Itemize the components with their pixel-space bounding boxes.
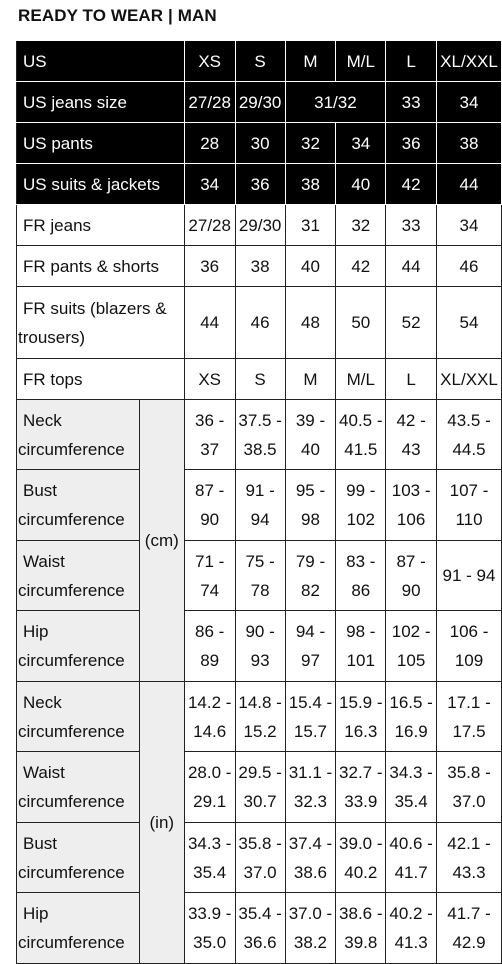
table-row: [17, 893, 502, 964]
table-cell: XL/XXL: [437, 359, 502, 400]
table-cell: 29.5 - 30.7: [235, 752, 285, 823]
table-cell: 34: [437, 82, 502, 123]
table-cell: 36: [235, 164, 285, 205]
measure-label: Waist circumference: [17, 752, 140, 823]
table-cell: 33: [386, 205, 437, 246]
table-cell: 34: [184, 164, 235, 205]
row-label: FR suits (blazers & trousers): [17, 287, 185, 359]
table-cell: 44: [437, 164, 502, 205]
table-cell: 33.9 - 35.0: [184, 893, 235, 964]
table-cell: 35.4 - 36.6: [235, 893, 285, 964]
table-cell: 75 - 78: [235, 541, 285, 611]
table-cell: 34: [437, 205, 502, 246]
table-cell: 31.1 - 32.3: [285, 752, 336, 823]
table-cell: 38.6 - 39.8: [336, 893, 386, 964]
row-label: US jeans size: [17, 82, 185, 123]
table-row: [17, 82, 502, 123]
table-cell: 44: [386, 246, 437, 287]
table-row: [17, 359, 502, 400]
table-cell: 95 - 98: [285, 470, 336, 541]
table-cell: 38: [285, 164, 336, 205]
table-cell: 90 - 93: [235, 611, 285, 682]
table-cell: 38: [235, 246, 285, 287]
row-label: US suits & jackets: [17, 164, 185, 205]
table-cell: M: [285, 359, 336, 400]
table-row: [17, 470, 502, 541]
unit-label-in: (in): [139, 682, 184, 964]
table-cell: 98 - 101: [336, 611, 386, 682]
table-cell: 41.7 - 42.9: [437, 893, 502, 964]
measure-label: Neck circumference: [17, 400, 140, 470]
table-cell: 71 - 74: [184, 541, 235, 611]
table-cell: 52: [386, 287, 437, 359]
table-row: [17, 823, 502, 893]
table-cell: 32: [336, 205, 386, 246]
measure-label: Hip circumference: [17, 611, 140, 682]
table-cell: 91 - 94: [437, 541, 502, 611]
table-cell: 35.8 - 37.0: [235, 823, 285, 893]
table-cell: 40: [336, 164, 386, 205]
size-header: L: [386, 41, 437, 82]
table-cell: 29/30: [235, 205, 285, 246]
row-label: US pants: [17, 123, 185, 164]
table-cell: 106 - 109: [437, 611, 502, 682]
table-cell: 31: [285, 205, 336, 246]
table-cell: 29/30: [235, 82, 285, 123]
table-cell: 43.5 - 44.5: [437, 400, 502, 470]
table-row: [17, 400, 502, 470]
table-cell: 42: [336, 246, 386, 287]
table-cell: 94 - 97: [285, 611, 336, 682]
table-row: [17, 123, 502, 164]
table-cell: 40.2 - 41.3: [386, 893, 437, 964]
table-cell: 99 - 102: [336, 470, 386, 541]
table-cell: 91 - 94: [235, 470, 285, 541]
table-cell: 14.2 - 14.6: [184, 682, 235, 752]
table-cell: 31/32: [285, 82, 386, 123]
table-row: [17, 752, 502, 823]
measure-label: Bust circumference: [17, 470, 140, 541]
table-cell: 42 - 43: [386, 400, 437, 470]
table-row: [17, 287, 502, 359]
measure-label: Bust circumference: [17, 823, 140, 893]
page-title: READY TO WEAR | MAN: [18, 6, 217, 25]
table-cell: 36 - 37: [184, 400, 235, 470]
table-row: [17, 205, 502, 246]
table-row: [17, 541, 502, 611]
table-cell: 40: [285, 246, 336, 287]
table-cell: 46: [235, 287, 285, 359]
table-cell: 39.0 - 40.2: [336, 823, 386, 893]
size-header: M: [285, 41, 336, 82]
table-cell: 34.3 - 35.4: [184, 823, 235, 893]
size-header: XL/XXL: [437, 41, 502, 82]
table-cell: L: [386, 359, 437, 400]
table-cell: 14.8 - 15.2: [235, 682, 285, 752]
table-cell: 44: [184, 287, 235, 359]
table-cell: 36: [386, 123, 437, 164]
table-cell: 46: [437, 246, 502, 287]
table-cell: 87 - 90: [386, 541, 437, 611]
size-header: M/L: [336, 41, 386, 82]
table-cell: 16.5 - 16.9: [386, 682, 437, 752]
table-cell: 37.5 - 38.5: [235, 400, 285, 470]
table-cell: 32: [285, 123, 336, 164]
measure-label: Hip circumference: [17, 893, 140, 964]
table-cell: 42.1 - 43.3: [437, 823, 502, 893]
table-cell: 50: [336, 287, 386, 359]
row-label: FR jeans: [17, 205, 185, 246]
table-cell: 54: [437, 287, 502, 359]
table-cell: 102 - 105: [386, 611, 437, 682]
size-chart-table: [16, 40, 502, 964]
table-cell: 28.0 - 29.1: [184, 752, 235, 823]
table-cell: 27/28: [184, 205, 235, 246]
measure-label: Neck circumference: [17, 682, 140, 752]
table-cell: 37.4 - 38.6: [285, 823, 336, 893]
table-row: [17, 246, 502, 287]
table-cell: S: [235, 359, 285, 400]
table-cell: 79 - 82: [285, 541, 336, 611]
table-cell: 32.7 - 33.9: [336, 752, 386, 823]
table-cell: 36: [184, 246, 235, 287]
table-cell: 27/28: [184, 82, 235, 123]
table-cell: 48: [285, 287, 336, 359]
table-cell: 15.4 - 15.7: [285, 682, 336, 752]
size-header: S: [235, 41, 285, 82]
table-row: [17, 611, 502, 682]
table-cell: 42: [386, 164, 437, 205]
table-cell: 30: [235, 123, 285, 164]
table-cell: 28: [184, 123, 235, 164]
table-cell: 87 - 90: [184, 470, 235, 541]
table-cell: 35.8 - 37.0: [437, 752, 502, 823]
table-cell: 15.9 - 16.3: [336, 682, 386, 752]
table-cell: 103 - 106: [386, 470, 437, 541]
table-row: [17, 164, 502, 205]
table-cell: M/L: [336, 359, 386, 400]
table-row: [17, 682, 502, 752]
measure-label: Waist circumference: [17, 541, 140, 611]
table-cell: 38: [437, 123, 502, 164]
table-cell: XS: [184, 359, 235, 400]
table-cell: 34: [336, 123, 386, 164]
table-cell: 40.6 - 41.7: [386, 823, 437, 893]
table-cell: 34.3 - 35.4: [386, 752, 437, 823]
table-cell: 17.1 - 17.5: [437, 682, 502, 752]
table-cell: 33: [386, 82, 437, 123]
table-cell: 37.0 - 38.2: [285, 893, 336, 964]
table-cell: 39 - 40: [285, 400, 336, 470]
table-cell: 86 - 89: [184, 611, 235, 682]
table-cell: 83 - 86: [336, 541, 386, 611]
header-label: US: [17, 41, 185, 82]
row-label: FR tops: [17, 359, 185, 400]
table-row: [17, 41, 502, 82]
size-header: XS: [184, 41, 235, 82]
unit-label-cm: (cm): [139, 400, 184, 682]
table-cell: 40.5 - 41.5: [336, 400, 386, 470]
table-cell: 107 - 110: [437, 470, 502, 541]
row-label: FR pants & shorts: [17, 246, 185, 287]
